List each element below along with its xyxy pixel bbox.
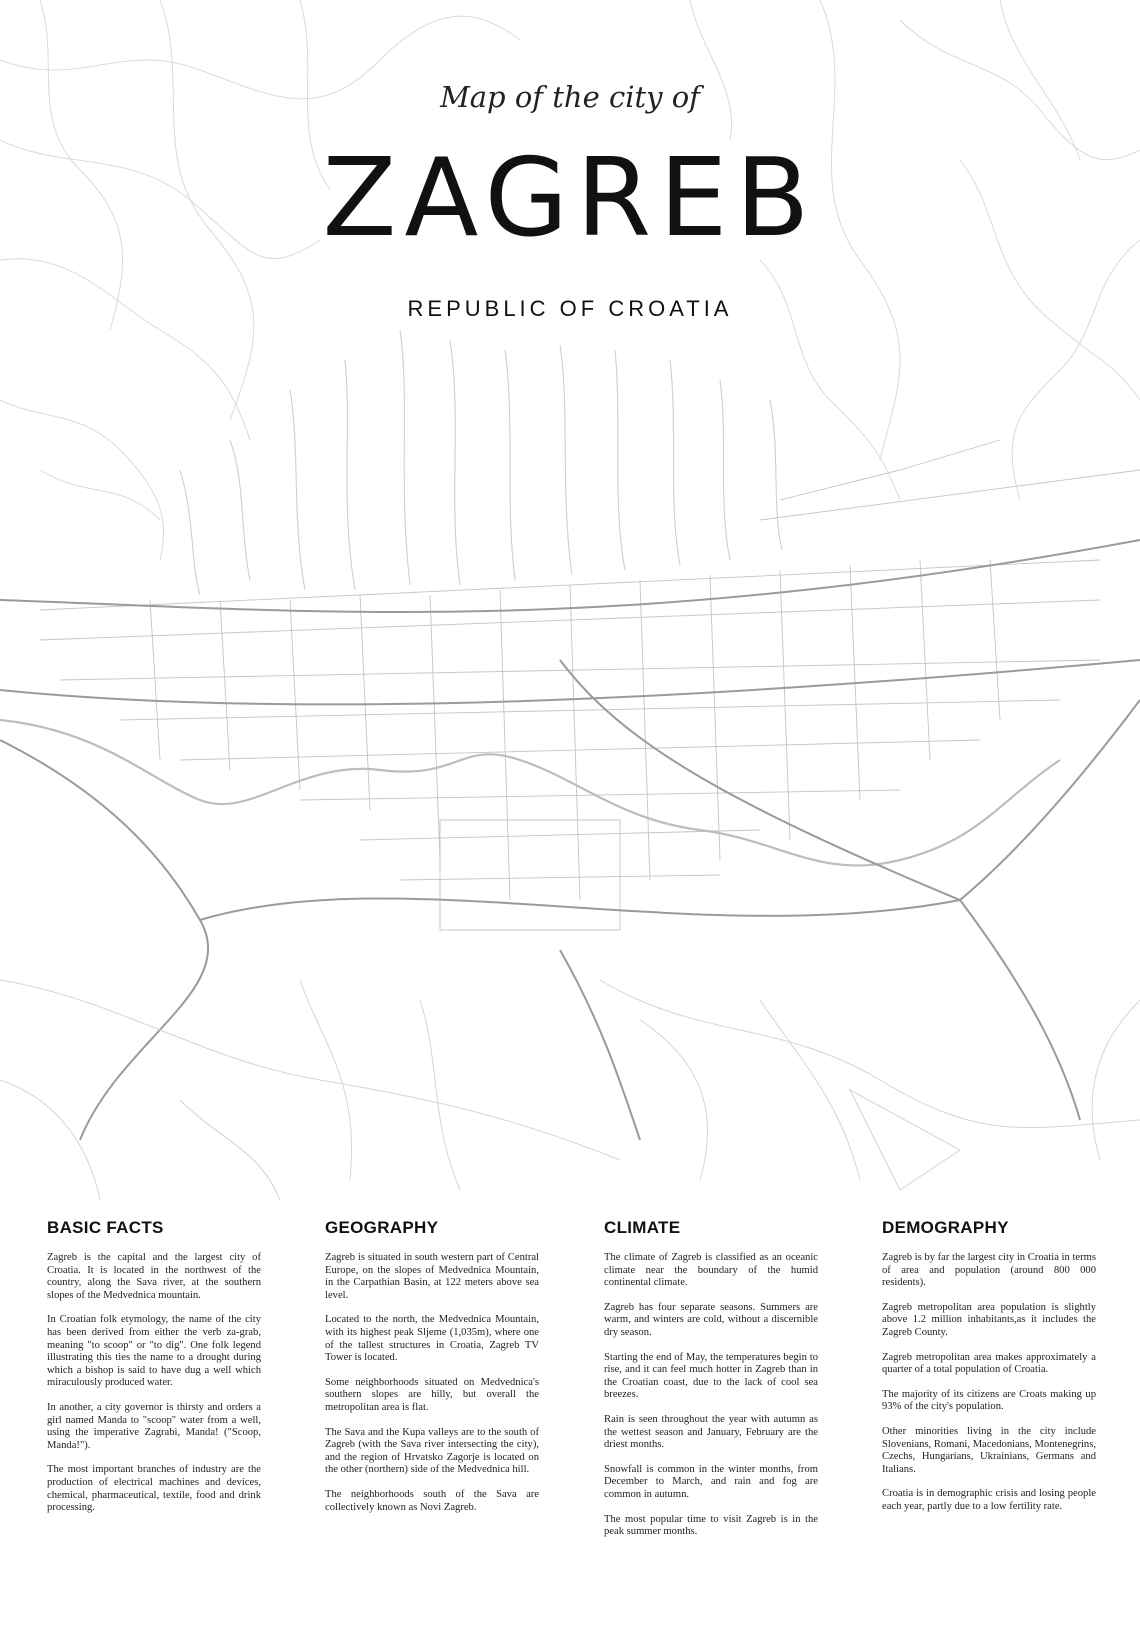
column-paragraph: The most important branches of industry are the production of electrical machines and devices, chemical, pharmaceutical, textile, food and drink processing.	[47, 1464, 261, 1514]
column-paragraph: In another, a city governor is thirsty and orders a girl named Manda to "scoop" water from a well, using the imperative Zagrabi, Manda! ("Scoop, Manda!").	[47, 1401, 261, 1451]
column-paragraph: Croatia is in demographic crisis and losing people each year, partly due to a low fertility rate.	[882, 1488, 1096, 1512]
column-heading: BASIC FACTS	[47, 1218, 164, 1237]
column-paragraph: The majority of its citizens are Croats making up 93% of the city's population.	[882, 1388, 1096, 1413]
basic-facts-column	[47, 1218, 261, 1527]
country-name: REPUBLIC OF CROATIA	[407, 296, 733, 321]
column-paragraph: Snowfall is common in the winter months, from December to March, and rain and fog are common in autumn.	[604, 1463, 818, 1500]
column-paragraph: In Croatian folk etymology, the name of the city has been derived from either the verb za-grab, meaning "to scoop" or "to dig". One folk legend illustrating this ties the name to a drought during which a bishop is said to have dug a well which miraculously produced water.	[47, 1314, 261, 1389]
column-paragraph: Rain is seen throughout the year with autumn as the wettest season and January, February are the driest months.	[604, 1413, 818, 1451]
column-paragraph: Zagreb is situated in south western part of Central Europe, on the slopes of Medvednica Mountain, in the Carpathian Basin, at 122 meters above sea level.	[325, 1252, 539, 1301]
column-paragraph: The most popular time to visit Zagreb is in the peak summer months.	[604, 1513, 818, 1538]
column-paragraph: Zagreb is the capital and the largest city of Croatia. It is located in the northwest of the country, along the Sava river, at the southern slopes of the Medvednica mountain.	[47, 1252, 261, 1301]
city-title: ZAGREB	[322, 136, 818, 261]
demography-column	[882, 1218, 1096, 1526]
column-paragraph: The climate of Zagreb is classified as an oceanic climate near the boundary of the humid continental climate.	[604, 1252, 818, 1289]
column-paragraph: Some neighborhoods situated on Medvednica's southern slopes are hilly, but overall the metropolitan area is flat.	[325, 1376, 539, 1413]
column-heading: DEMOGRAPHY	[882, 1218, 1009, 1237]
column-paragraph: Other minorities living in the city include Slovenians, Romani, Macedonians, Montenegrins, Czechs, Hungarians, Ukrainians, Germans and Italians.	[882, 1425, 1096, 1475]
climate-column	[604, 1218, 818, 1551]
column-paragraph: Zagreb has four separate seasons. Summers are warm, and winters are cold, without a discernible dry season.	[604, 1301, 818, 1338]
column-paragraph: Zagreb metropolitan area makes approximately a quarter of a total population of Croatia.	[882, 1351, 1096, 1376]
column-paragraph: Zagreb metropolitan area population is slightly above 1.2 million inhabitants,as it includes the Zagreb County.	[882, 1301, 1096, 1338]
column-paragraph: Located to the north, the Medvednica Mountain, with its highest peak Sljeme (1,035m), where one of the tallest structures in Croatia, Zagreb TV Tower is located.	[325, 1314, 539, 1364]
column-heading: CLIMATE	[604, 1218, 681, 1237]
column-paragraph: The neighborhoods south of the Sava are collectively known as Novi Zagreb.	[325, 1488, 539, 1513]
map-subtitle: Map of the city of	[440, 80, 700, 114]
column-paragraph: Zagreb is by far the largest city in Croatia in terms of area and population (around 800 000 residents).	[882, 1252, 1096, 1289]
geography-column	[325, 1218, 539, 1526]
column-paragraph: The Sava and the Kupa valleys are to the south of Zagreb (with the Sava river intersecting the city), and the region of Hrvatsko Zagorje is located on the other (northern) side of the Medvednica hill.	[325, 1426, 539, 1476]
column-heading: GEOGRAPHY	[325, 1218, 439, 1237]
column-paragraph: Starting the end of May, the temperatures begin to rise, and it can feel much hotter in Zagreb than in the Croatian coast, due to the lack of cool sea breezes.	[604, 1351, 818, 1401]
